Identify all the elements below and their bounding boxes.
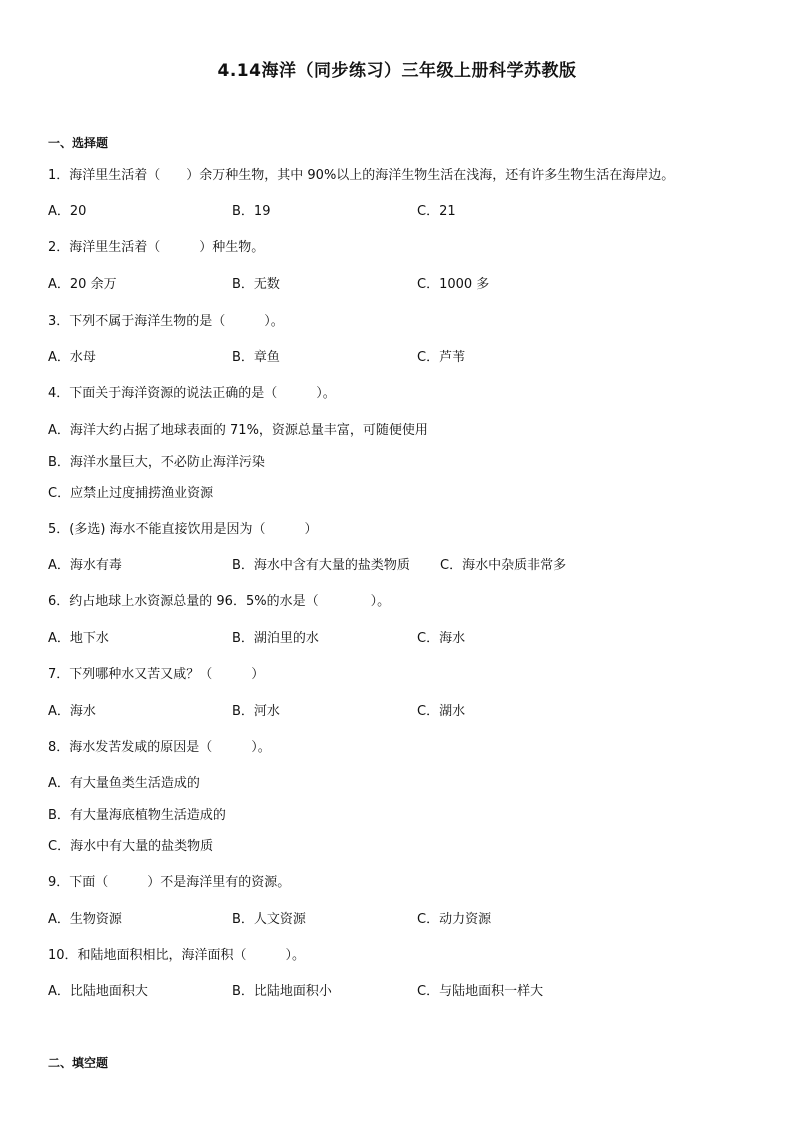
- option-b[interactable]: B．19: [232, 204, 271, 219]
- option-b[interactable]: B．海洋水量巨大，不必防止海洋污染: [48, 455, 265, 470]
- section-heading-multiple-choice: 一、选择题: [48, 136, 109, 150]
- option-b[interactable]: B．有大量海底植物生活造成的: [48, 808, 226, 823]
- option-b[interactable]: B．章鱼: [232, 350, 280, 365]
- option-b[interactable]: B．比陆地面积小: [232, 984, 332, 999]
- question-8: 8．海水发苦发咸的原因是（ ）。: [48, 740, 271, 755]
- question-7: 7．下列哪种水又苦又咸？（ ）: [48, 667, 265, 682]
- option-b[interactable]: B．河水: [232, 704, 280, 719]
- option-a[interactable]: A．水母: [48, 350, 96, 365]
- option-a[interactable]: A．20: [48, 204, 87, 219]
- option-c[interactable]: C．湖水: [417, 704, 466, 719]
- option-b[interactable]: B．无数: [232, 277, 280, 292]
- option-c[interactable]: C．海水中杂质非常多: [440, 558, 567, 573]
- page-title: 4.14海洋（同步练习）三年级上册科学苏教版: [217, 61, 577, 81]
- option-a[interactable]: A．生物资源: [48, 912, 122, 927]
- option-a[interactable]: A．有大量鱼类生活造成的: [48, 776, 200, 791]
- question-3: 3．下列不属于海洋生物的是（ ）。: [48, 314, 284, 329]
- option-a[interactable]: A．海水有毒: [48, 558, 122, 573]
- option-a[interactable]: A．地下水: [48, 631, 109, 646]
- option-c[interactable]: C．21: [417, 204, 456, 219]
- question-9: 9．下面（ ）不是海洋里有的资源。: [48, 875, 291, 890]
- option-c[interactable]: C．芦苇: [417, 350, 466, 365]
- option-a[interactable]: A．20 余万: [48, 277, 117, 292]
- option-a[interactable]: A．比陆地面积大: [48, 984, 148, 999]
- question-5: 5．(多选) 海水不能直接饮用是因为（ ）: [48, 522, 318, 537]
- option-c[interactable]: C．与陆地面积一样大: [417, 984, 544, 999]
- section-heading-fill-in: 二、填空题: [48, 1056, 109, 1070]
- option-c[interactable]: C．海水中有大量的盐类物质: [48, 839, 214, 854]
- question-10: 10．和陆地面积相比，海洋面积（ ）。: [48, 948, 306, 963]
- option-a[interactable]: A．海洋大约占据了地球表面的 71%，资源总量丰富，可随便使用: [48, 423, 428, 438]
- option-b[interactable]: B．湖泊里的水: [232, 631, 319, 646]
- option-c[interactable]: C．应禁止过度捕捞渔业资源: [48, 486, 214, 501]
- option-c[interactable]: C．1000 多: [417, 277, 490, 292]
- question-6: 6．约占地球上水资源总量的 96．5%的水是（ ）。: [48, 594, 391, 609]
- question-1: 1．海洋里生活着（ ）余万种生物，其中 90%以上的海洋生物生活在浅海，还有许多生物生活在海岸边。: [48, 168, 675, 183]
- option-a[interactable]: A．海水: [48, 704, 96, 719]
- question-2: 2．海洋里生活着（ ）种生物。: [48, 240, 265, 255]
- question-4: 4．下面关于海洋资源的说法正确的是（ ）。: [48, 386, 336, 401]
- option-b[interactable]: B．人文资源: [232, 912, 306, 927]
- option-b[interactable]: B．海水中含有大量的盐类物质: [232, 558, 410, 573]
- option-c[interactable]: C．海水: [417, 631, 466, 646]
- option-c[interactable]: C．动力资源: [417, 912, 492, 927]
